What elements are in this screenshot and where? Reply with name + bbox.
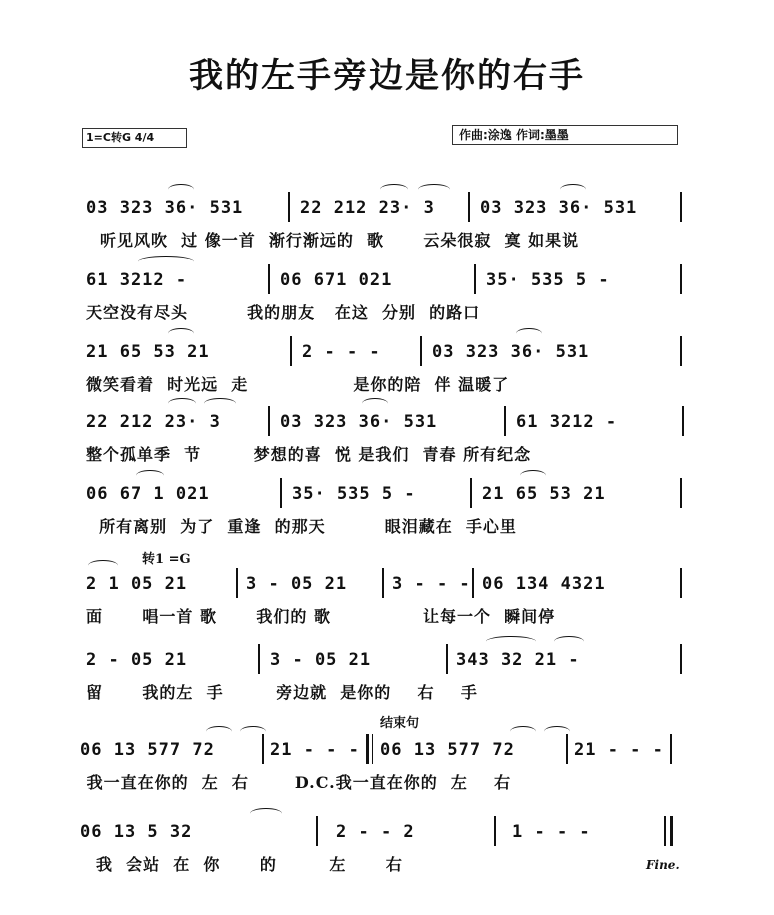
slur [88,560,118,571]
measure: 21 - - - [270,740,360,760]
barline [446,644,448,674]
slur [250,808,282,819]
measure: 1 - - - [512,822,591,842]
barline [680,264,682,294]
lyrics-line: 我 会站 在 你 的 左 右 [96,855,403,874]
measure: 21 65 53 21 [86,342,210,362]
barline [268,264,270,294]
measure: 343 32 21 - [456,650,580,670]
measure: 35· 535 5 - [292,484,416,504]
measure: 3 - - - [392,574,471,594]
measure: 06 13 577 72 [380,740,515,760]
barline [670,734,672,764]
slur [240,726,266,737]
measure: 3 - 05 21 [270,650,372,670]
lyrics-line: 面 唱一首 歌 我们的 歌 让每一个 瞬间停 [86,607,556,626]
barline [468,192,470,222]
final-barline [664,816,666,846]
barline [316,816,318,846]
measure: 21 - - - [574,740,664,760]
measure: 2 - 05 21 [86,650,188,670]
score-row-2 [0,268,774,348]
slur [380,184,408,195]
barline [262,734,264,764]
slur [168,398,196,409]
slur [206,726,232,737]
barline [288,192,290,222]
slur [516,328,542,339]
lyrics-line: 听见风吹 过 像一首 渐行渐远的 歌 云朵很寂 寞 如果说 [100,231,580,250]
measure: 03 323 36· 531 [280,412,438,432]
score-row-1 [0,196,774,276]
barline [680,336,682,366]
slur [362,398,388,409]
barline [280,478,282,508]
fine-mark: Fine. [646,858,680,872]
slur [136,470,164,481]
measure: 3 - 05 21 [246,574,348,594]
barline [236,568,238,598]
barline [494,816,496,846]
slur [560,184,586,195]
barline [258,644,260,674]
barline [680,478,682,508]
slur [486,636,536,647]
measure: 35· 535 5 - [486,270,610,290]
slur [168,184,194,195]
modulation-marker: 转1 =G [142,552,191,567]
barline [382,568,384,598]
slur [168,328,194,339]
barline [420,336,422,366]
slur [544,726,570,737]
credits: 作曲:涂逸 作词:墨墨 [452,125,678,145]
measure: 03 323 36· 531 [480,198,638,218]
key-signature: 1=C转G 4/4 [82,128,187,148]
measure: 03 323 36· 531 [432,342,590,362]
barline [680,568,682,598]
repeat-barline [372,734,373,764]
final-barline [670,816,673,846]
slur [510,726,536,737]
song-title: 我的左手旁边是你的右手 [189,56,585,96]
measure: 2 1 05 21 [86,574,188,594]
slur [204,398,236,409]
measure: 22 212 23· 3 [300,198,435,218]
measure: 21 65 53 21 [482,484,606,504]
lyrics-line: 所有离别 为了 重逢 的那天 眼泪藏在 手心里 [86,517,517,536]
barline [680,644,682,674]
score-row-4 [0,410,774,490]
slur [138,256,194,267]
slur [520,470,546,481]
barline [472,568,474,598]
barline [268,406,270,436]
barline [566,734,568,764]
repeat-barline [366,734,369,764]
slur [418,184,450,195]
lyrics-line: 天空没有尽头 我的朋友 在这 分别 的路口 [86,303,481,322]
barline [474,264,476,294]
measure: 03 323 36· 531 [86,198,244,218]
measure: 06 13 577 72 [80,740,215,760]
measure: 06 13 5 32 [80,822,193,842]
barline [504,406,506,436]
measure: 2 - - 2 [336,822,415,842]
measure: 06 671 021 [280,270,393,290]
barline [682,406,684,436]
barline [680,192,682,222]
slur [554,636,584,647]
measure: 61 3212 - [86,270,188,290]
barline [470,478,472,508]
lyrics-line: 我一直在你的 左 右 D.C.我一直在你的 左 右 [80,773,512,792]
measure: 22 212 23· 3 [86,412,221,432]
measure: 61 3212 - [516,412,618,432]
measure: 06 134 4321 [482,574,606,594]
score-row-8 [0,738,774,818]
ending-marker: 结束句 [380,716,420,731]
lyrics-line: 留 我的左 手 旁边就 是你的 右 手 [86,683,478,702]
measure: 2 - - - [302,342,381,362]
lyrics-line: 微笑看着 时光远 走 是你的陪 伴 温暖了 [86,375,510,394]
lyrics-line: 整个孤单季 节 梦想的喜 悦 是我们 青春 所有纪念 [86,445,532,464]
measure: 06 67 1 021 [86,484,210,504]
barline [290,336,292,366]
score-row-5 [0,482,774,562]
score-row-6 [0,572,774,652]
